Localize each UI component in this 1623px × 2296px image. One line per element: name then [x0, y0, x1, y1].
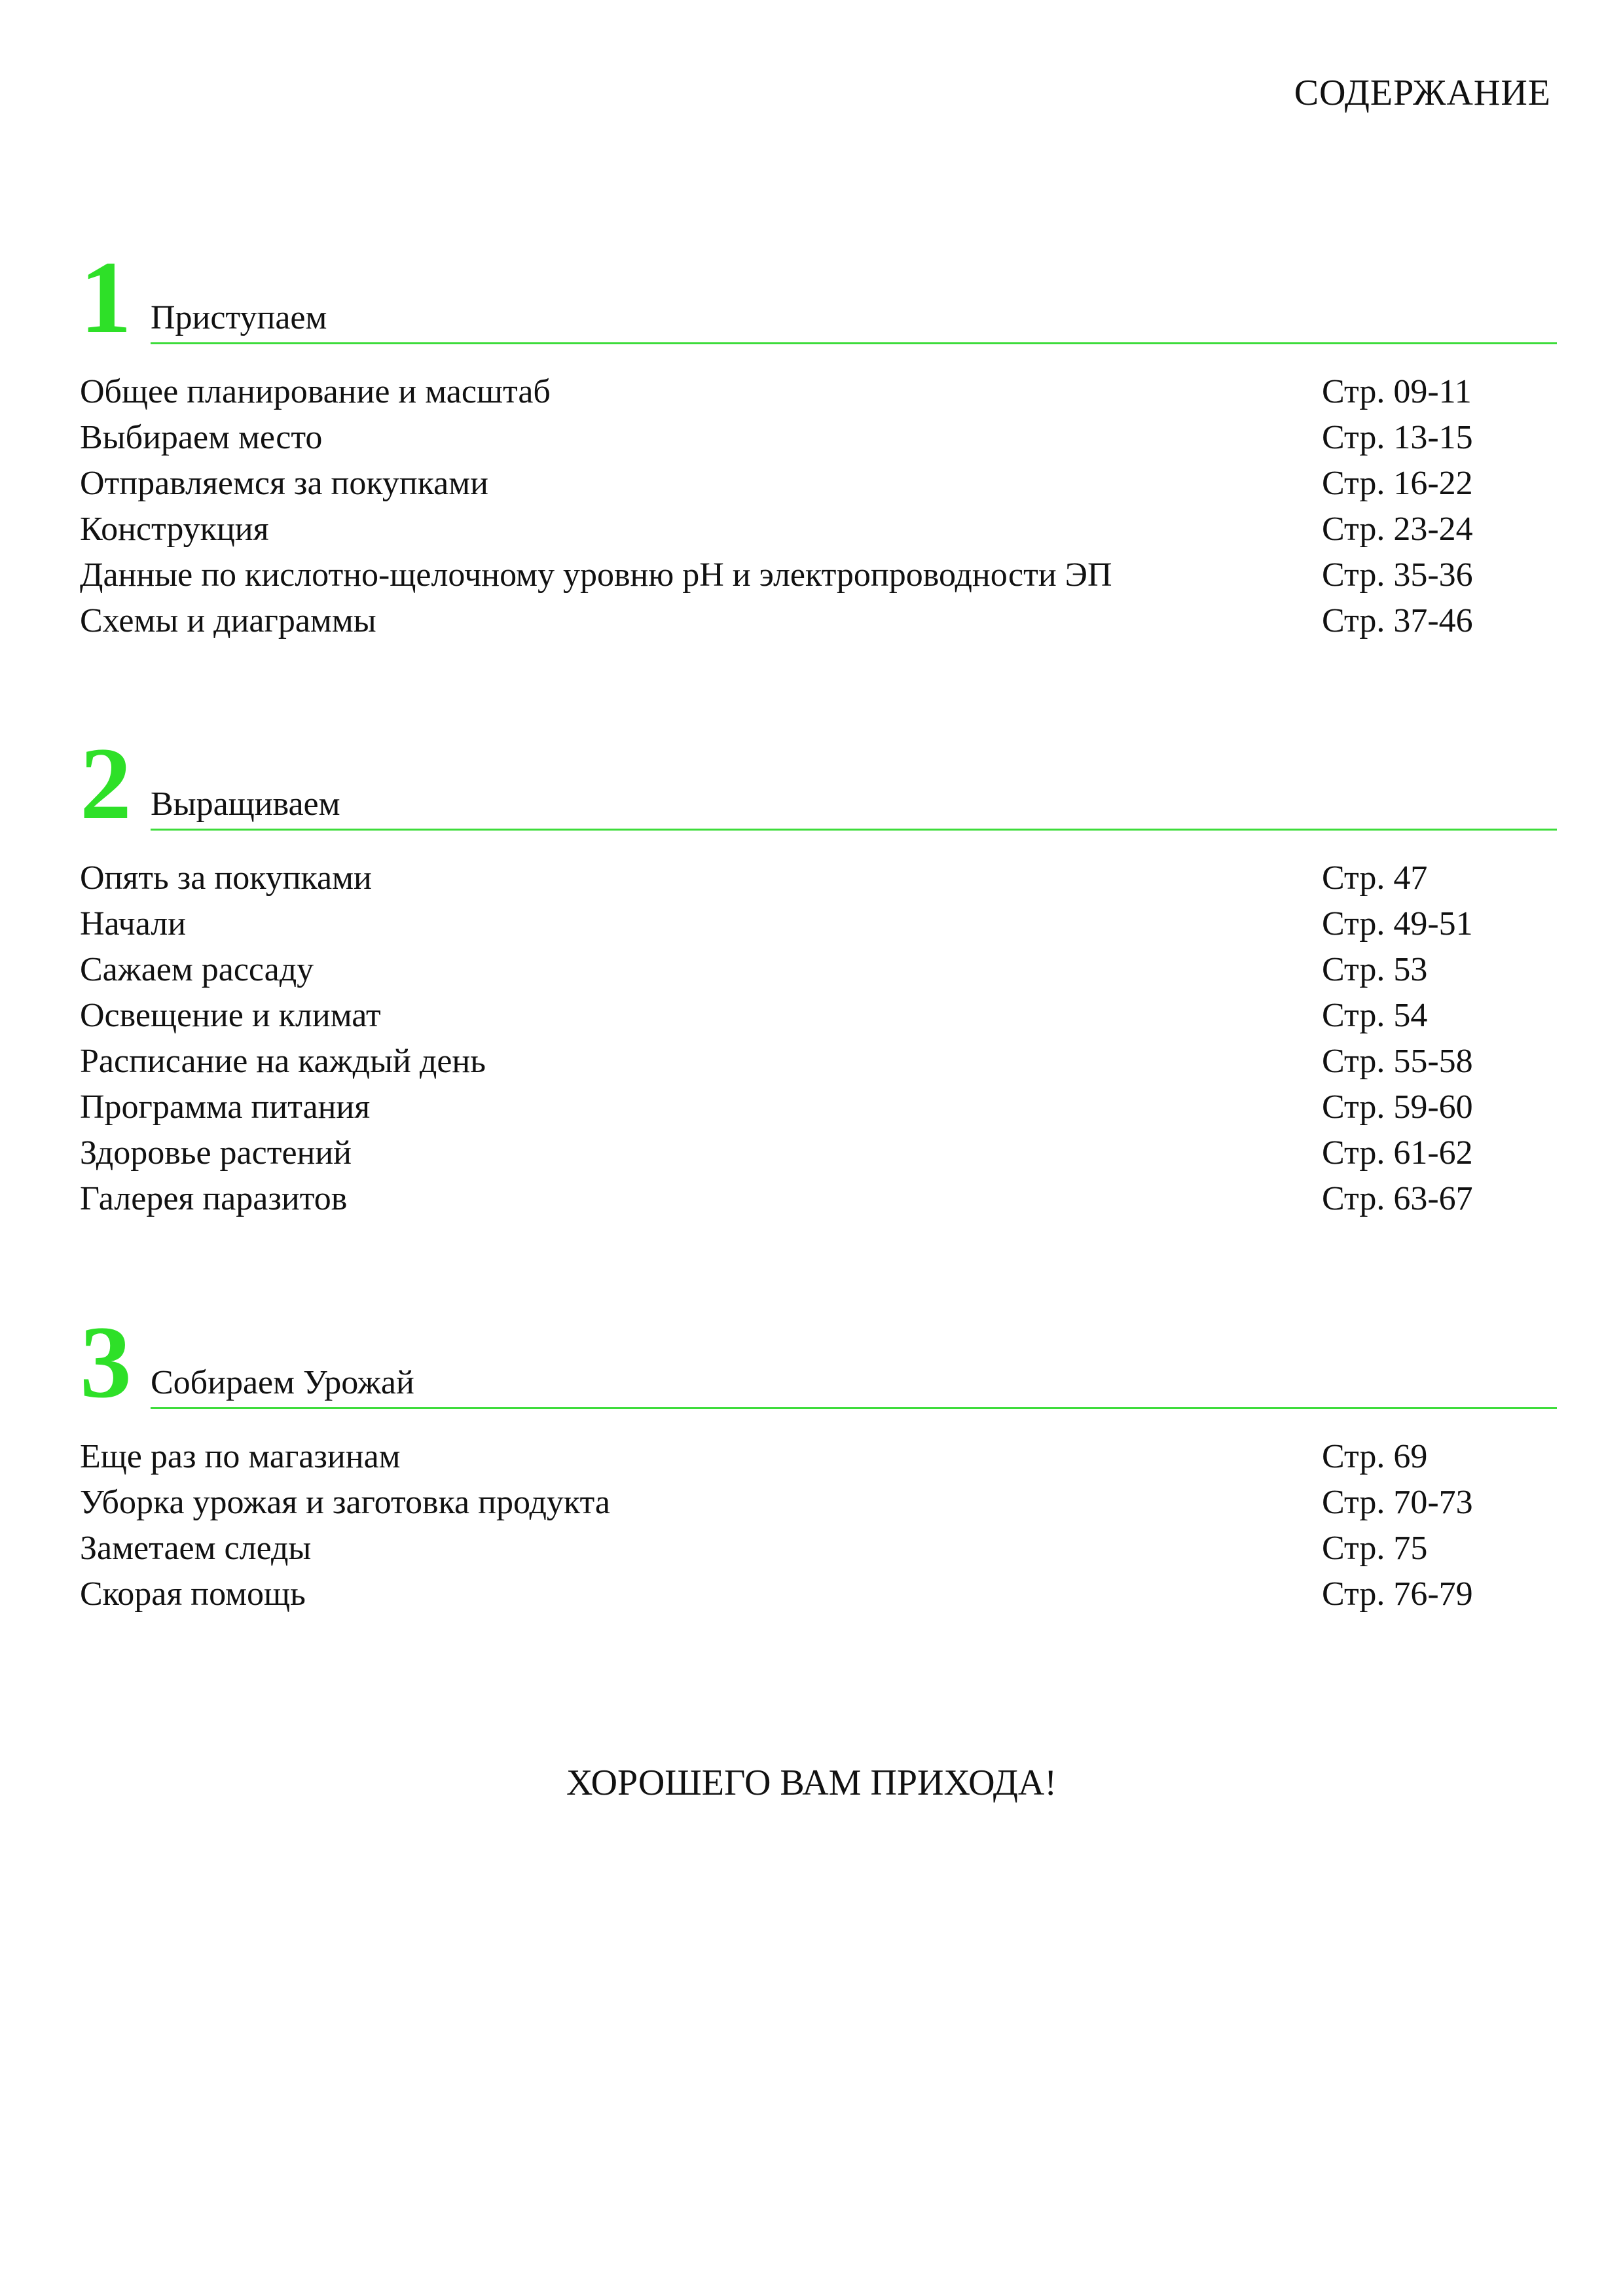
toc-entry[interactable] — [80, 1571, 1553, 1617]
toc-entry-title: Заметаем следы — [80, 1530, 312, 1567]
toc-entry-pages: Стр. 54 — [1322, 997, 1428, 1034]
toc-entry-title: Расписание на каждый день — [80, 1043, 486, 1080]
toc-entry-title: Освещение и климат — [80, 997, 381, 1034]
toc-entry-title: Конструкция — [80, 511, 269, 548]
toc-entry-pages: Стр. 23-24 — [1322, 511, 1473, 548]
section-number: 1 — [80, 240, 132, 355]
section-header — [80, 1305, 1553, 1420]
toc-entry-pages: Стр. 16-22 — [1322, 465, 1473, 502]
toc-entry-title: Общее планирование и масштаб — [80, 373, 551, 410]
toc-entry-pages: Стр. 53 — [1322, 951, 1428, 988]
section-number: 2 — [80, 726, 132, 841]
toc-entry-title: Выбираем место — [80, 419, 323, 456]
toc-entry-title: Сажаем рассаду — [80, 951, 314, 988]
toc-entry[interactable] — [80, 1130, 1553, 1176]
section-title: Выращиваем — [151, 785, 340, 823]
toc-entry-pages: Стр. 59-60 — [1322, 1088, 1473, 1126]
toc-entry[interactable] — [80, 507, 1553, 552]
toc-entry[interactable] — [80, 993, 1553, 1039]
section-header — [80, 240, 1553, 355]
toc-entry[interactable] — [80, 598, 1553, 644]
toc-entry-title: Скорая помощь — [80, 1575, 306, 1613]
section-title: Собираем Урожай — [151, 1364, 414, 1401]
section-title: Приступаем — [151, 299, 327, 336]
toc-entry-pages: Стр. 37-46 — [1322, 602, 1473, 639]
toc-entry-pages: Стр. 69 — [1322, 1438, 1428, 1475]
toc-entry-pages: Стр. 13-15 — [1322, 419, 1473, 456]
toc-entry[interactable] — [80, 855, 1553, 901]
toc-entry-title: Программа питания — [80, 1088, 371, 1126]
toc-entry-pages: Стр. 55-58 — [1322, 1043, 1473, 1080]
toc-entry[interactable] — [80, 1085, 1553, 1130]
toc-entry[interactable] — [80, 552, 1553, 598]
toc-entry[interactable] — [80, 1480, 1553, 1526]
toc-entry[interactable] — [80, 947, 1553, 993]
toc-entry-pages: Стр. 63-67 — [1322, 1180, 1473, 1217]
toc-entry-title: Отправляемся за покупками — [80, 465, 488, 502]
section-divider — [151, 829, 1557, 831]
toc-entry-title: Опять за покупками — [80, 859, 372, 897]
toc-entry-pages: Стр. 76-79 — [1322, 1575, 1473, 1613]
toc-section-1 — [80, 240, 1553, 644]
toc-entry[interactable] — [80, 415, 1553, 461]
toc-entry[interactable] — [80, 1526, 1553, 1571]
toc-entry-title: Здоровье растений — [80, 1134, 352, 1172]
toc-entry-title: Начали — [80, 905, 187, 942]
toc-entry-title: Схемы и диаграммы — [80, 602, 376, 639]
section-divider — [151, 342, 1557, 344]
section-number: 3 — [80, 1305, 132, 1420]
section-header — [80, 726, 1553, 841]
toc-entry-pages: Стр. 09-11 — [1322, 373, 1472, 410]
toc-entry-title: Галерея паразитов — [80, 1180, 348, 1217]
toc-section-3 — [80, 1305, 1553, 1617]
toc-entry[interactable] — [80, 1039, 1553, 1085]
toc-entry[interactable] — [80, 369, 1553, 415]
toc-entry[interactable] — [80, 1176, 1553, 1222]
toc-entry-pages: Стр. 75 — [1322, 1530, 1428, 1567]
toc-entry-pages: Стр. 35-36 — [1322, 556, 1473, 594]
toc-entry[interactable] — [80, 461, 1553, 507]
page-title: СОДЕРЖАНИЕ — [1294, 73, 1551, 113]
toc-entry-title: Еще раз по магазинам — [80, 1438, 401, 1475]
closing-message: ХОРОШЕГО ВАМ ПРИХОДА! — [566, 1763, 1057, 1803]
toc-entry-pages: Стр. 47 — [1322, 859, 1428, 897]
toc-entry-pages: Стр. 61-62 — [1322, 1134, 1473, 1172]
toc-section-2 — [80, 726, 1553, 1222]
toc-entry-pages: Стр. 49-51 — [1322, 905, 1473, 942]
toc-entry-list — [80, 369, 1553, 644]
toc-entry-list — [80, 1434, 1553, 1617]
toc-entry-title: Уборка урожая и заготовка продукта — [80, 1484, 610, 1521]
toc-entry[interactable] — [80, 1434, 1553, 1480]
toc-entry-list — [80, 855, 1553, 1222]
toc-entry-title: Данные по кислотно-щелочному уровню pH и электропроводности ЭП — [80, 556, 1112, 594]
toc-entry-pages: Стр. 70-73 — [1322, 1484, 1473, 1521]
toc-entry[interactable] — [80, 901, 1553, 947]
section-divider — [151, 1407, 1557, 1409]
